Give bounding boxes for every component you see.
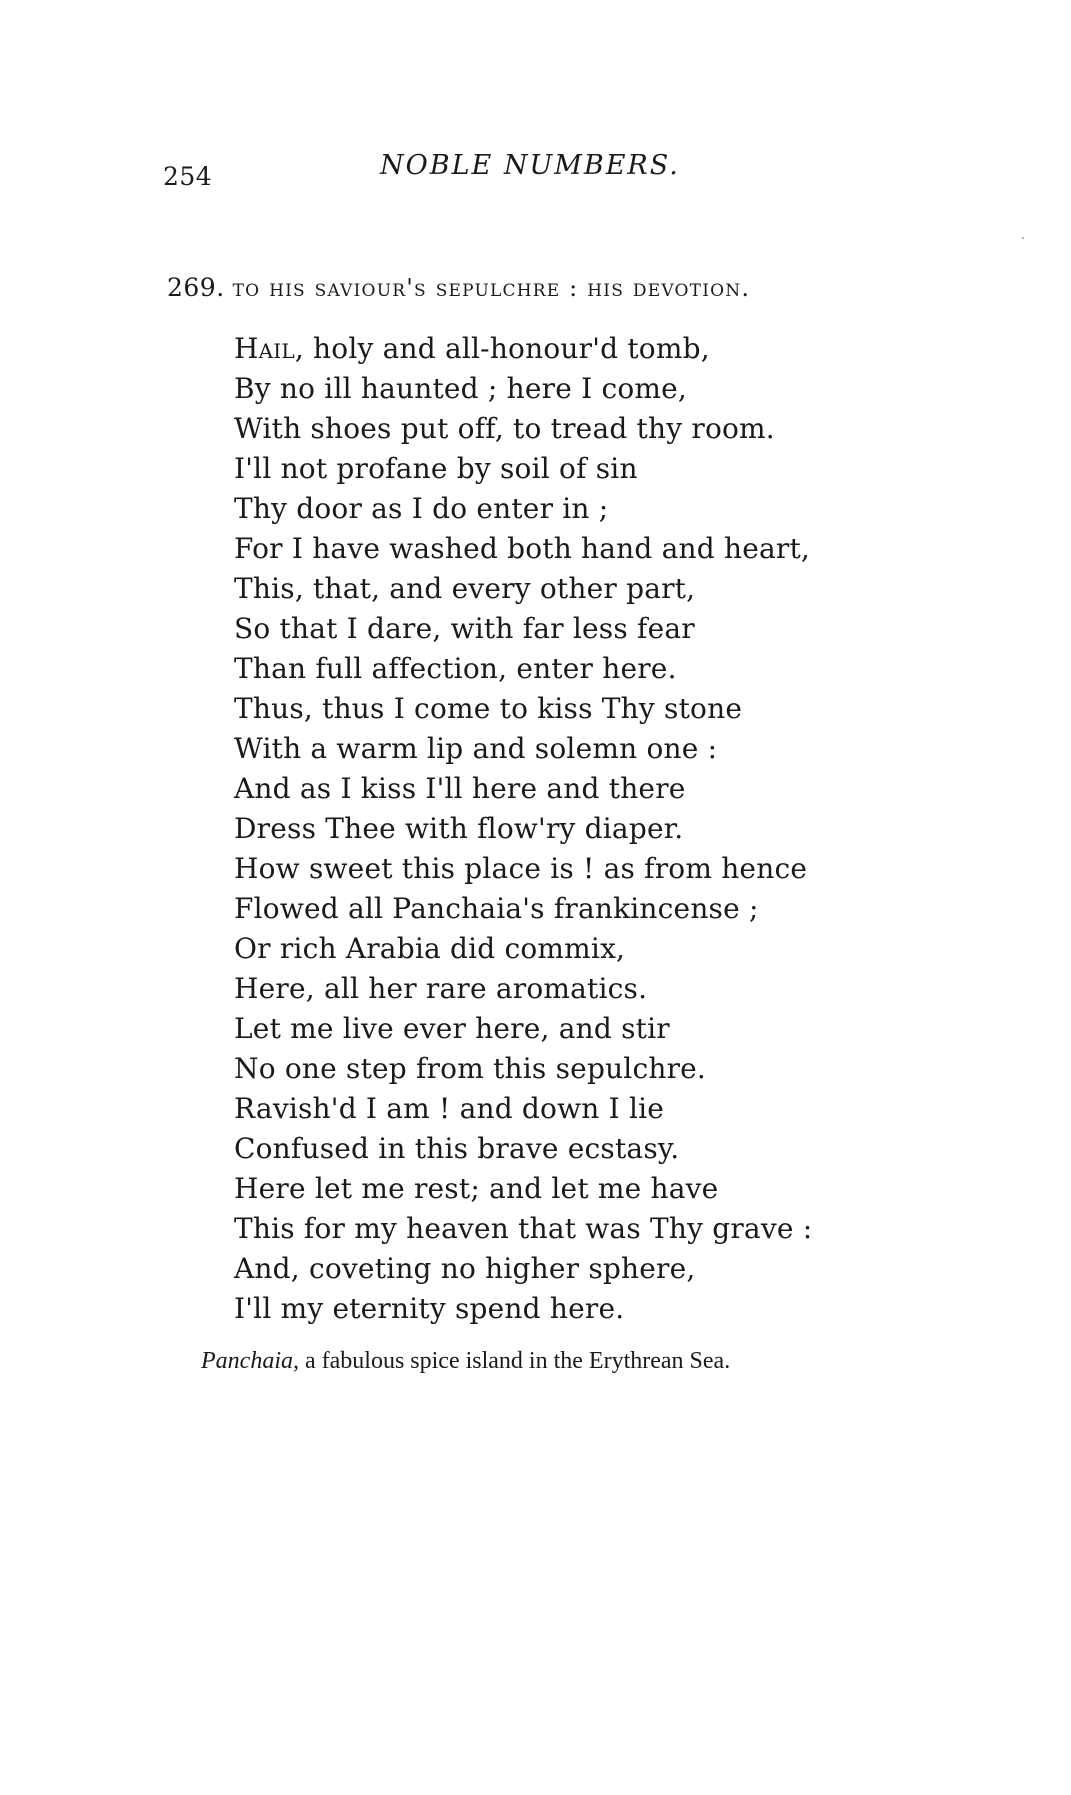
poem-line: Thus, thus I come to kiss Thy stone: [234, 692, 743, 725]
running-head: [0, 146, 1071, 191]
poem-heading: [167, 273, 750, 302]
print-speck: [1022, 237, 1024, 239]
running-title: NOBLE NUMBERS.: [380, 150, 680, 181]
poem-line: How sweet this place is ! as from hence: [234, 852, 808, 885]
poem-line: This, that, and every other part,: [234, 572, 696, 605]
poem-line: So that I dare, with far less fear: [234, 612, 695, 645]
poem-line: Thy door as I do enter in ;: [234, 492, 609, 525]
poem-line: Dress Thee with flow'ry diaper.: [234, 812, 684, 845]
poem-line: And, coveting no higher sphere,: [234, 1252, 696, 1285]
poem-line: I'll not profane by soil of sin: [234, 452, 638, 485]
poem-title: to his saviour's sepulchre : his devotion.: [232, 274, 751, 302]
footnote-text: a fabulous spice island in the Erythrean Sea.: [298, 1348, 731, 1374]
poem-line: Or rich Arabia did commix,: [234, 932, 626, 965]
poem-line: With a warm lip and solemn one :: [234, 732, 718, 765]
first-word: Hail: [234, 332, 295, 365]
poem-line: Here, all her rare aromatics.: [234, 972, 648, 1005]
poem-line: With shoes put off, to tread thy room.: [234, 412, 775, 445]
poem-line: By no ill haunted ; here I come,: [234, 372, 688, 405]
poem-line: Ravish'd I am ! and down I lie: [234, 1092, 665, 1125]
footnote-term: Panchaia,: [201, 1348, 299, 1374]
poem-line: And as I kiss I'll here and there: [234, 772, 686, 805]
poem-line: Let me live ever here, and stir: [234, 1012, 670, 1045]
poem-line: No one step from this sepulchre.: [234, 1052, 707, 1085]
poem-line: I'll my eternity spend here.: [234, 1292, 625, 1325]
poem-line: For I have washed both hand and heart,: [234, 532, 811, 565]
poem-line: This for my heaven that was Thy grave :: [234, 1212, 813, 1245]
page-number: 254: [163, 162, 213, 191]
poem-number: 269.: [167, 273, 225, 302]
poem-line: Confused in this brave ecstasy.: [234, 1132, 680, 1165]
first-line-rest: , holy and all-honour'd tomb,: [294, 332, 710, 365]
poem-line: Than full affection, enter here.: [234, 652, 677, 685]
footnote: [201, 1348, 730, 1375]
poem-line: Here let me rest; and let me have: [234, 1172, 719, 1205]
poem-body: [234, 329, 812, 1329]
poem-line: Flowed all Panchaia's frankincense ;: [234, 892, 759, 925]
poem-line: [234, 329, 812, 369]
